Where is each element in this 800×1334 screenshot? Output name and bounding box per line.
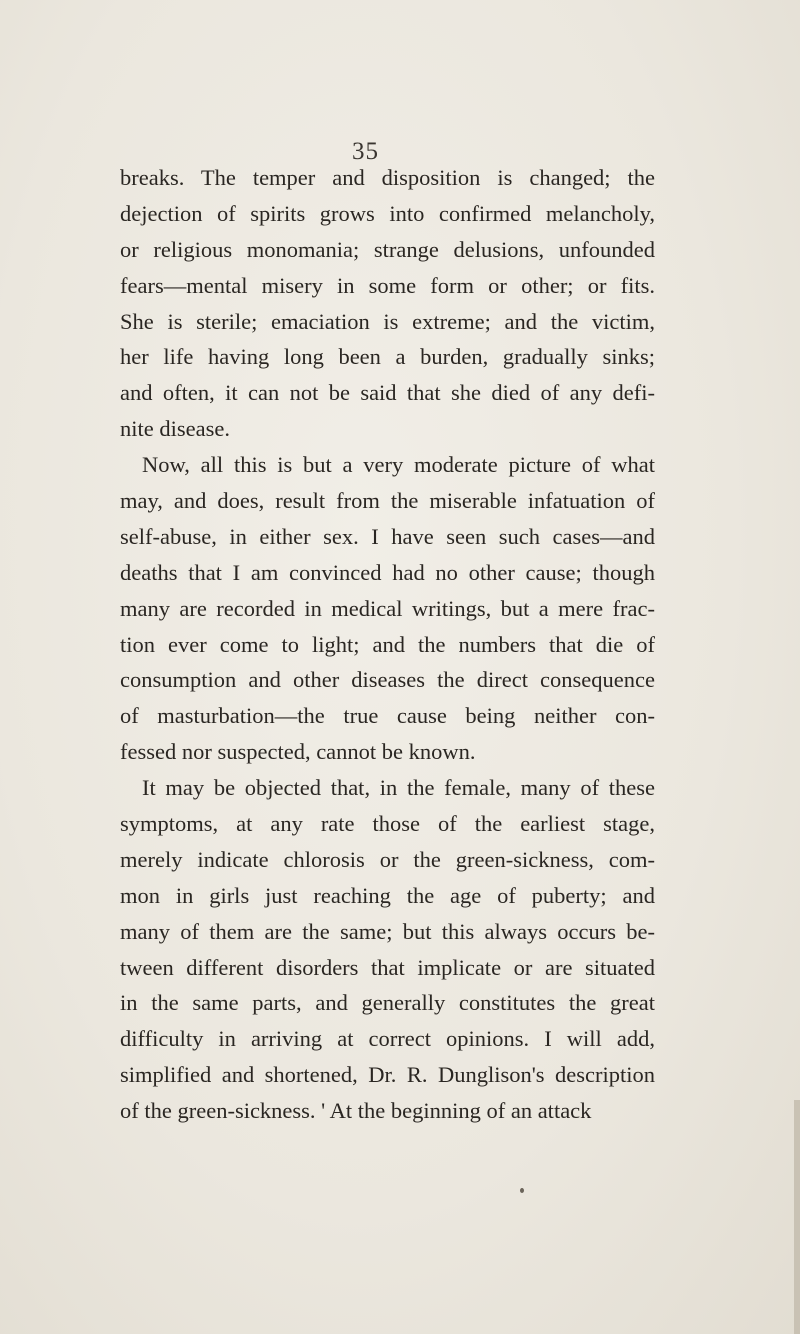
body-text <box>120 160 655 1129</box>
text-line: tween different disorders that implicate or are situated <box>120 954 655 980</box>
text-line: of masturbation—the true cause being neither con- <box>120 703 655 729</box>
text-line: and often, it can not be said that she died of any defi- <box>120 380 655 406</box>
paragraph-start-line: Now, all this is but a very moderate picture of what <box>142 452 655 478</box>
text-line: many are recorded in medical writings, but a mere frac- <box>120 595 655 621</box>
text-line: of the green-sickness. ' At the beginning of an attack <box>120 1098 592 1124</box>
text-line: simplified and shortened, Dr. R. Dunglison's description <box>120 1062 655 1088</box>
text-line: fears—mental misery in some form or other; or fits. <box>120 272 655 298</box>
text-line: symptoms, at any rate those of the earliest stage, <box>120 811 655 837</box>
page-number: 35 <box>352 138 379 165</box>
text-line: self-abuse, in either sex. I have seen such cases—and <box>120 523 655 549</box>
text-line: or religious monomania; strange delusions, unfounded <box>120 236 655 262</box>
text-line: fessed nor suspected, cannot be known. <box>120 739 476 765</box>
paper-speck <box>520 1188 524 1193</box>
text-line: in the same parts, and generally constitutes the great <box>120 990 655 1016</box>
text-line: tion ever come to light; and the numbers that die of <box>120 631 655 657</box>
text-line: difficulty in arriving at correct opinions. I will add, <box>120 1026 655 1052</box>
text-line: She is sterile; emaciation is extreme; and the victim, <box>120 308 655 334</box>
text-line: dejection of spirits grows into confirmed melancholy, <box>120 200 655 226</box>
text-line: may, and does, result from the miserable infatuation of <box>120 488 655 514</box>
paragraph-start-line: It may be objected that, in the female, many of these <box>142 775 655 801</box>
text-line: consumption and other diseases the direct consequence <box>120 667 655 693</box>
text-line: merely indicate chlorosis or the green-sickness, com- <box>120 846 655 872</box>
page-edge-shadow <box>794 1100 800 1334</box>
text-line: mon in girls just reaching the age of puberty; and <box>120 882 655 908</box>
text-line: her life having long been a burden, gradually sinks; <box>120 344 655 370</box>
text-line: deaths that I am convinced had no other cause; though <box>120 559 655 585</box>
text-line: nite disease. <box>120 416 230 442</box>
text-line: many of them are the same; but this always occurs be- <box>120 918 655 944</box>
text-line: breaks. The temper and disposition is changed; the <box>120 165 655 190</box>
